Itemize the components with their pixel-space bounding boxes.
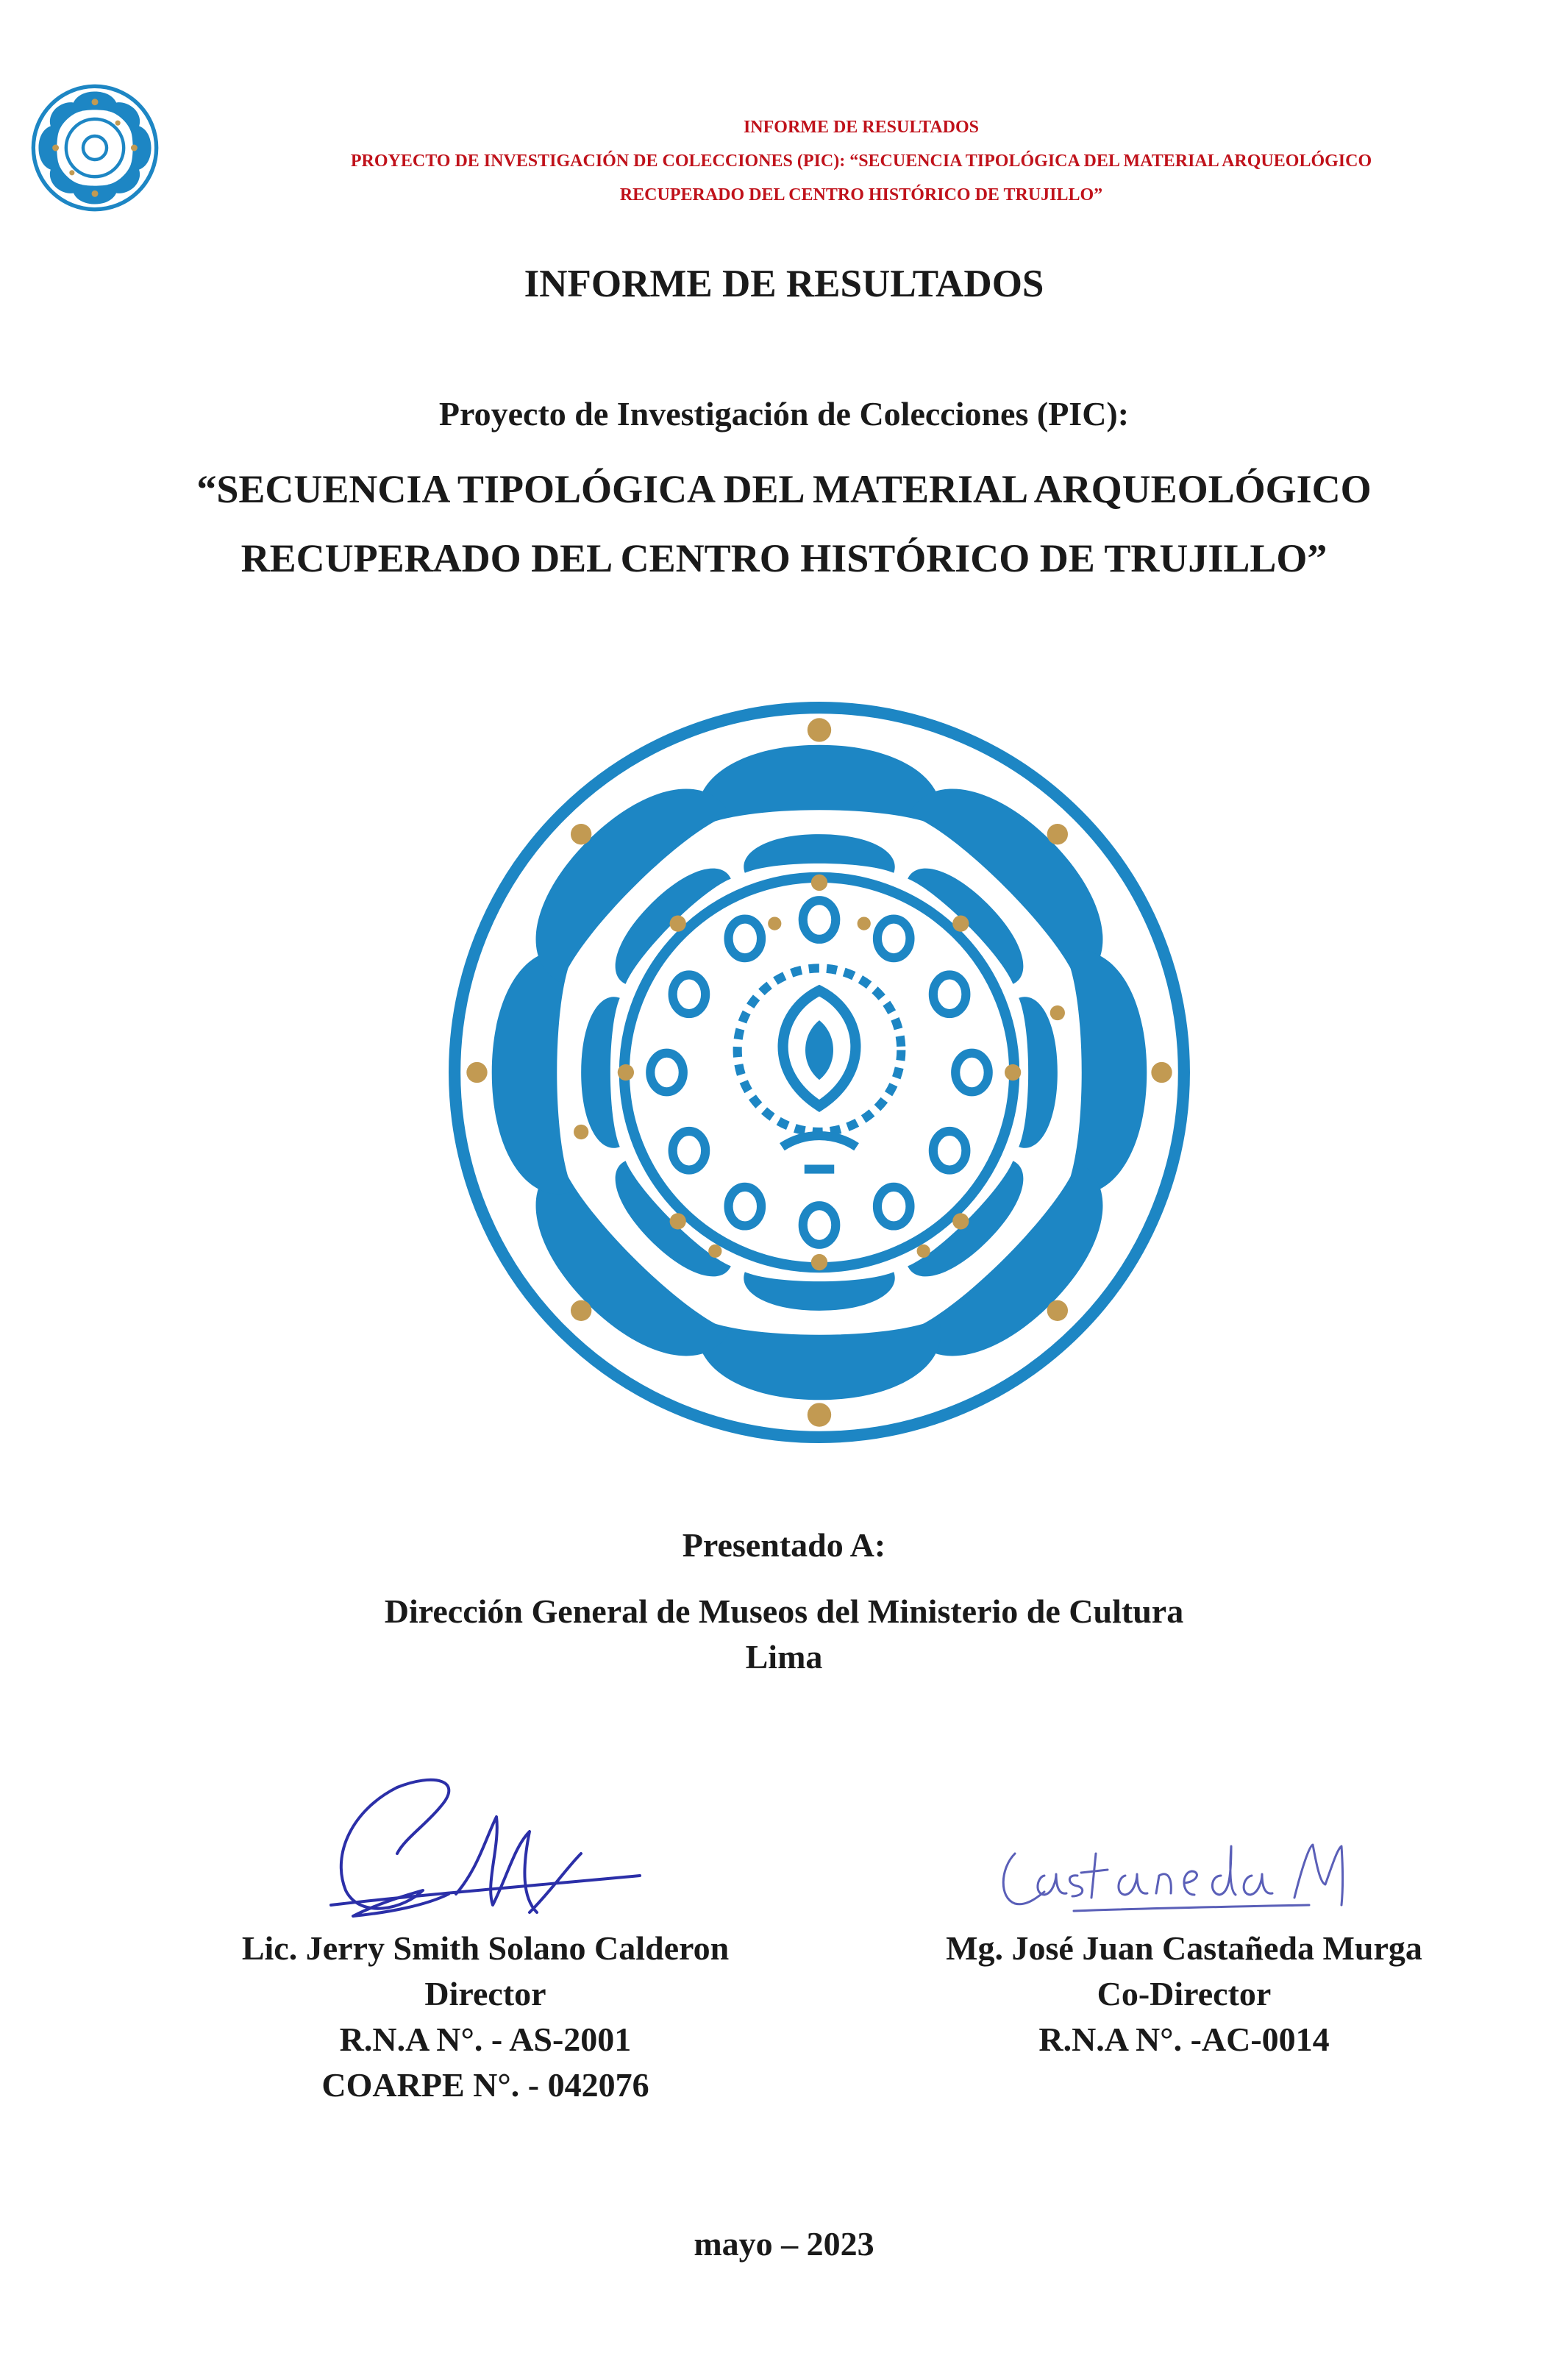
signer-codirector — [868, 1926, 1500, 2062]
header-line-3: RECUPERADO DEL CENTRO HISTÓRICO DE TRUJILLO” — [619, 185, 1103, 204]
recipient — [0, 1589, 1568, 1680]
running-header — [169, 110, 1553, 212]
recipient-line-1: Dirección General de Museos del Ministerio de Cultura — [384, 1592, 1184, 1630]
project-label: Proyecto de Investigación de Colecciones (PIC): — [438, 395, 1130, 432]
project-title — [0, 455, 1568, 593]
header-line-1: INFORME DE RESULTADOS — [743, 118, 980, 137]
header-logo-icon — [29, 82, 160, 213]
signer-role: Director — [424, 1975, 546, 2012]
document-date: mayo – 2023 — [694, 2225, 874, 2263]
signer-coarpe: COARPE N°. - 042076 — [321, 2066, 649, 2104]
signer-director — [169, 1926, 802, 2108]
project-title-line-1: “SECUENCIA TIPOLÓGICA DEL MATERIAL ARQUEOLÓGICO — [196, 467, 1372, 511]
signer-role: Co-Director — [1097, 1975, 1272, 2012]
signer-name: Lic. Jerry Smith Solano Calderon — [241, 1929, 730, 1967]
recipient-line-2: Lima — [745, 1638, 823, 1676]
signer-rna: R.N.A N°. - AS-2001 — [339, 2021, 632, 2058]
central-logo-icon — [447, 700, 1191, 1445]
presented-to-label: Presentado A: — [682, 1526, 886, 1564]
signature-codirector-icon — [986, 1824, 1368, 1927]
header-line-2: PROYECTO DE INVESTIGACIÓN DE COLECCIONES (PIC): “SECUENCIA TIPOLÓGICA DEL MATERIAL ARQUEOLÓGICO — [350, 152, 1372, 171]
signer-name: Mg. José Juan Castañeda Murga — [946, 1929, 1422, 1967]
project-title-line-2: RECUPERADO DEL CENTRO HISTÓRICO DE TRUJILLO” — [240, 536, 1328, 580]
signer-rna: R.N.A N°. -AC-0014 — [1038, 2021, 1330, 2058]
document-title: INFORME DE RESULTADOS — [524, 263, 1044, 305]
